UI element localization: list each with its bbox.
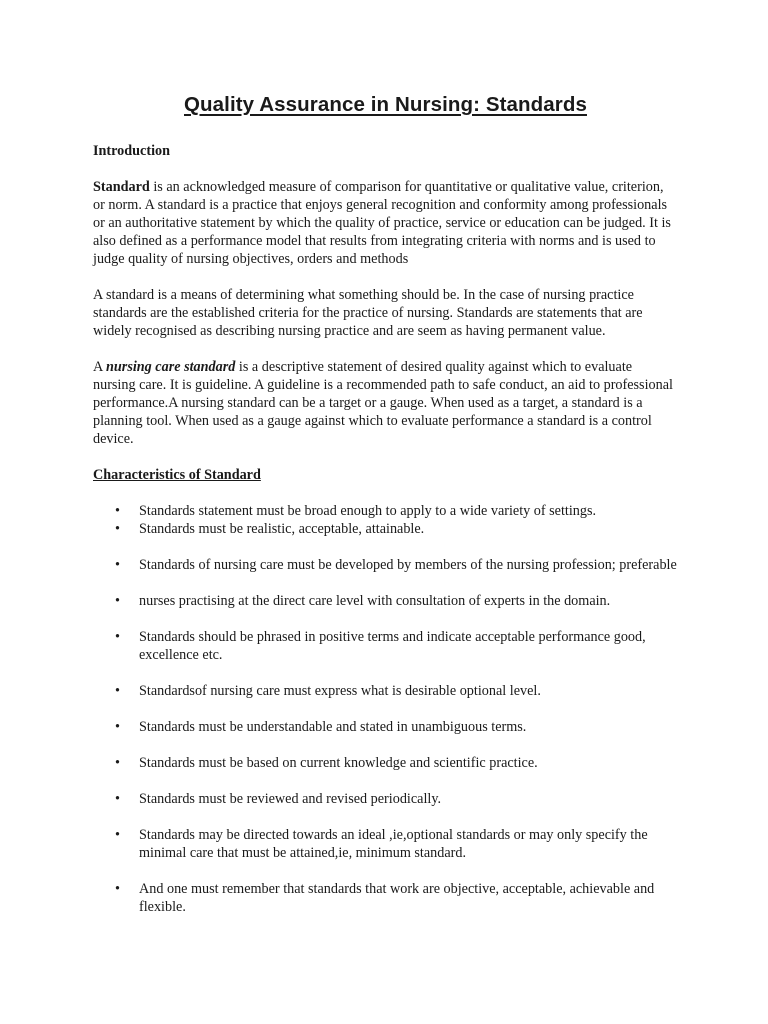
list-item-text: Standards must be based on current knowledge and scientific practice. <box>139 755 538 771</box>
characteristics-list <box>93 502 678 916</box>
term-nursing-care-standard: nursing care standard <box>106 359 236 375</box>
list-item <box>93 592 678 610</box>
list-item-text: Standards must be realistic, acceptable, attainable. <box>139 521 425 537</box>
term-standard: Standard <box>93 179 150 195</box>
paragraph-3-text: is a descriptive statement of desired quality against which to evaluate nursing care. It is guideline. A guideline is a recommended path to safe conduct, an aid to professional performance.A nursing standard can be a target or a gauge. When used as a target, a standard is a planning tool. When used as a gauge against which to evaluate performance a standard is a control device. <box>93 359 673 447</box>
introduction-paragraph-2: A standard is a means of determining what something should be. In the case of nursing practice standards are the established criteria for the practice of nursing. Standards are statements that are widely recognised as describing nursing practice and are seem as having permanent value. <box>93 287 643 339</box>
list-item-text: Standards must be understandable and stated in unambiguous terms. <box>139 719 527 735</box>
list-item <box>93 520 678 538</box>
bullet-icon: • <box>115 719 120 735</box>
bullet-icon: • <box>115 881 120 897</box>
list-item-text: nurses practising at the direct care level with consultation of experts in the domain. <box>139 593 611 609</box>
bullet-icon: • <box>115 521 120 537</box>
list-item <box>93 790 678 808</box>
introduction-paragraph-3 <box>93 358 678 448</box>
characteristics-heading: Characteristics of Standard <box>93 467 261 483</box>
bullet-icon: • <box>115 503 120 519</box>
introduction-paragraph-1 <box>93 178 678 268</box>
list-item <box>93 556 678 574</box>
list-item <box>93 826 678 862</box>
list-item-text: Standards should be phrased in positive terms and indicate acceptable performance good, excellence etc. <box>139 629 646 663</box>
bullet-icon: • <box>115 557 120 573</box>
document-title: Quality Assurance in Nursing: Standards <box>184 93 587 116</box>
list-item <box>93 718 678 736</box>
bullet-icon: • <box>115 827 120 843</box>
bullet-icon: • <box>115 791 120 807</box>
list-item <box>93 628 678 664</box>
bullet-icon: • <box>115 629 120 645</box>
list-item-text: Standards statement must be broad enough to apply to a wide variety of settings. <box>139 503 597 519</box>
list-item <box>93 502 678 520</box>
list-item-text: Standards must be reviewed and revised periodically. <box>139 791 442 807</box>
bullet-icon: • <box>115 755 120 771</box>
paragraph-3-prefix: A <box>93 359 107 375</box>
introduction-heading: Introduction <box>93 143 170 159</box>
list-item-text: Standards of nursing care must be developed by members of the nursing profession; preferable <box>139 557 677 573</box>
list-item <box>93 754 678 772</box>
list-item-text: Standards may be directed towards an ideal ,ie,optional standards or may only specify the minimal care that must be attained,ie, minimum standard. <box>139 827 648 861</box>
list-item-text: And one must remember that standards that work are objective, acceptable, achievable and flexible. <box>139 881 655 915</box>
list-item <box>93 880 678 916</box>
list-item-text: Standardsof nursing care must express what is desirable optional level. <box>139 683 541 699</box>
list-item <box>93 682 678 700</box>
paragraph-1-text: is an acknowledged measure of comparison for quantitative or qualitative value, criterion, or norm. A standard is a practice that enjoys general recognition and conformity among professionals or an authoritative statement by which the quality of practice, service or education can be judged. It is also defined as a performance model that results from integrating criteria with norms and is used to judge quality of nursing objectives, orders and methods <box>93 179 671 267</box>
bullet-icon: • <box>115 593 120 609</box>
bullet-icon: • <box>115 683 120 699</box>
